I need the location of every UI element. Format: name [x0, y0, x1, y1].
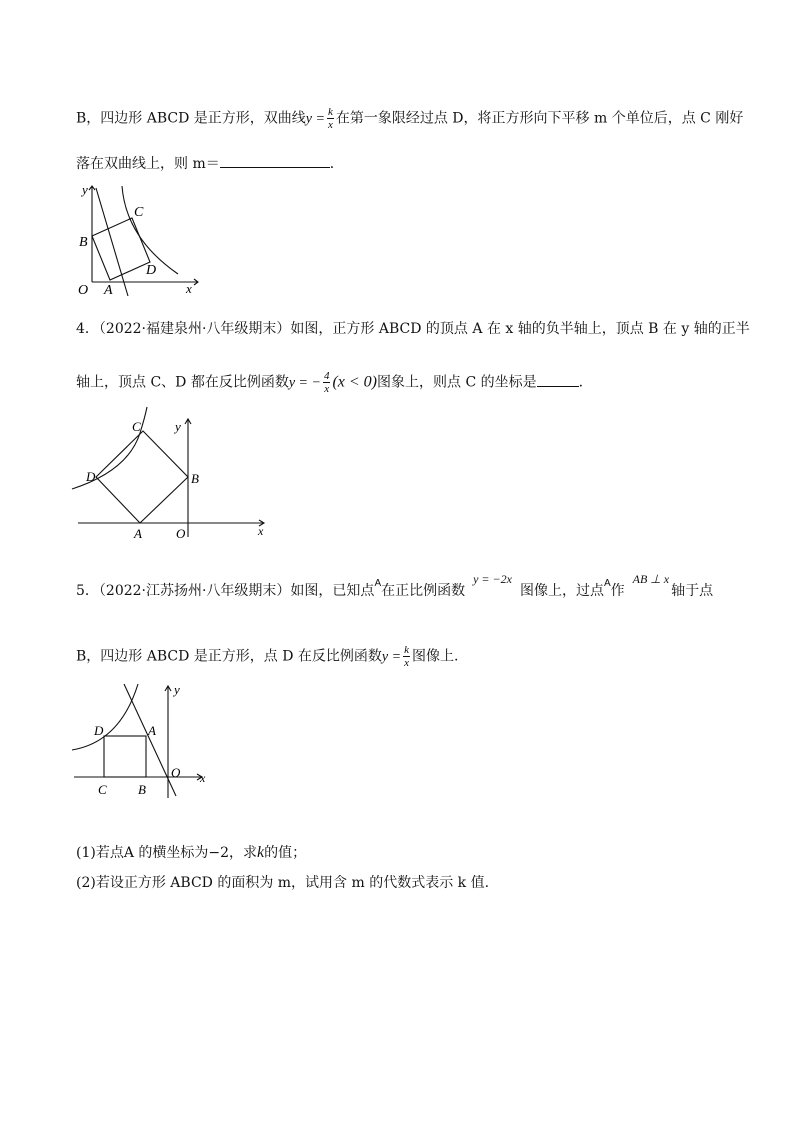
p3-fraction [327, 106, 334, 131]
p3-line2 [76, 153, 344, 174]
p3-line1 [76, 106, 743, 131]
p3-label-c: C [134, 205, 144, 220]
p4-figure [68, 405, 274, 545]
p3-line-ab [96, 188, 128, 296]
p4-text-c: . [578, 374, 584, 391]
p5-formula1: y = −2x [473, 572, 512, 586]
p4-square [96, 431, 188, 523]
p5-label-a: A [148, 723, 156, 738]
p5-label-d: D [94, 723, 104, 738]
p4-label-b: B [191, 471, 199, 486]
p5-q1-text-b: 的值； [264, 845, 307, 861]
p5-label-c: C [98, 782, 107, 797]
p5-text-g: 图像上. [411, 648, 459, 665]
p3-label-b: B [79, 235, 88, 250]
p5-text-d: 作 [610, 583, 625, 599]
p5-label-o: O [171, 765, 181, 780]
p5-text-e: 轴于点 [671, 583, 714, 599]
p5-label-y: y [174, 682, 180, 697]
p4-label-d: D [86, 469, 96, 484]
p4-line2 [76, 370, 583, 395]
p5-q1-text-a: (1)若点A 的横坐标为−2，求 [76, 845, 258, 861]
p3-label-d: D [146, 263, 157, 278]
p5-frac-den: x [404, 657, 409, 669]
p4-frac-num: 4 [323, 370, 330, 382]
p5-question1 [76, 843, 306, 863]
p3-figure [70, 178, 210, 300]
p3-text-d: ． [329, 156, 344, 172]
p5-formula2: AB ⊥ x [632, 572, 670, 586]
p5-square [104, 736, 146, 777]
p5-text-b: 在正比例函数 [381, 583, 466, 599]
p4-fraction [323, 370, 331, 395]
p3-answer-blank[interactable] [220, 153, 330, 168]
p3-label-a: A [104, 283, 113, 298]
p4-label-a: A [134, 526, 142, 541]
p4-line1: 4．（2022·福建泉州·八年级期末）如图，正方形 ABCD 的顶点 A 在 x 轴的负半轴上，顶点 B 在 y 轴的正半 [76, 321, 750, 337]
p5-text-a: 5．（2022·江苏扬州·八年级期末）如图，已知点 [76, 583, 375, 599]
p4-text-a: 轴上，顶点 C、D 都在反比例函数 [76, 374, 289, 391]
p4-frac-den: x [324, 383, 330, 395]
p3-formula-lhs: y = [305, 111, 325, 127]
p3-text-b: 在第一象限经过点 D，将正方形向下平移 m 个单位后，点 C 刚好 [335, 110, 744, 127]
p3-label-y: y [82, 182, 88, 197]
p5-formula-lhs: y = [381, 649, 402, 665]
p5-point-a: A [374, 578, 382, 589]
p3-text-c: 落在双曲线上，则 m＝ [76, 156, 220, 172]
p3-text-a: B，四边形 ABCD 是正方形，双曲线 [76, 110, 306, 127]
p4-text-b: 图象上，则点 C 的坐标是 [377, 374, 537, 391]
p3-label-x: x [186, 281, 192, 296]
p5-text-f: B，四边形 ABCD 是正方形，点 D 在反比例函数 [76, 648, 382, 665]
p5-label-b: B [138, 782, 146, 797]
p4-label-x: x [258, 524, 264, 538]
p3-frac-num: k [327, 106, 333, 118]
p5-line1 [76, 572, 714, 603]
p4-label-y: y [175, 419, 181, 434]
p4-answer-blank[interactable] [537, 372, 579, 387]
p5-frac-num: k [404, 644, 409, 656]
p5-label-x: x [200, 771, 206, 785]
p4-formula-lhs: y = − [288, 375, 321, 391]
p5-figure [70, 680, 220, 802]
p3-label-o: O [78, 283, 89, 298]
p5-line2 [76, 644, 458, 669]
p5-question2: (2)若设正方形 ABCD 的面积为 m，试用含 m 的代数式表示 k 值. [76, 875, 490, 891]
p4-label-c: C [132, 419, 141, 434]
p3-frac-den: x [327, 119, 333, 131]
p4-formula-cond: (x < 0) [332, 373, 378, 391]
p5-point-a2: A [603, 578, 611, 589]
p5-text-c: 图像上，过点 [519, 583, 604, 599]
p4-label-o: O [176, 526, 186, 541]
p5-fraction [403, 644, 410, 669]
p5-q1-k: k [257, 844, 265, 861]
